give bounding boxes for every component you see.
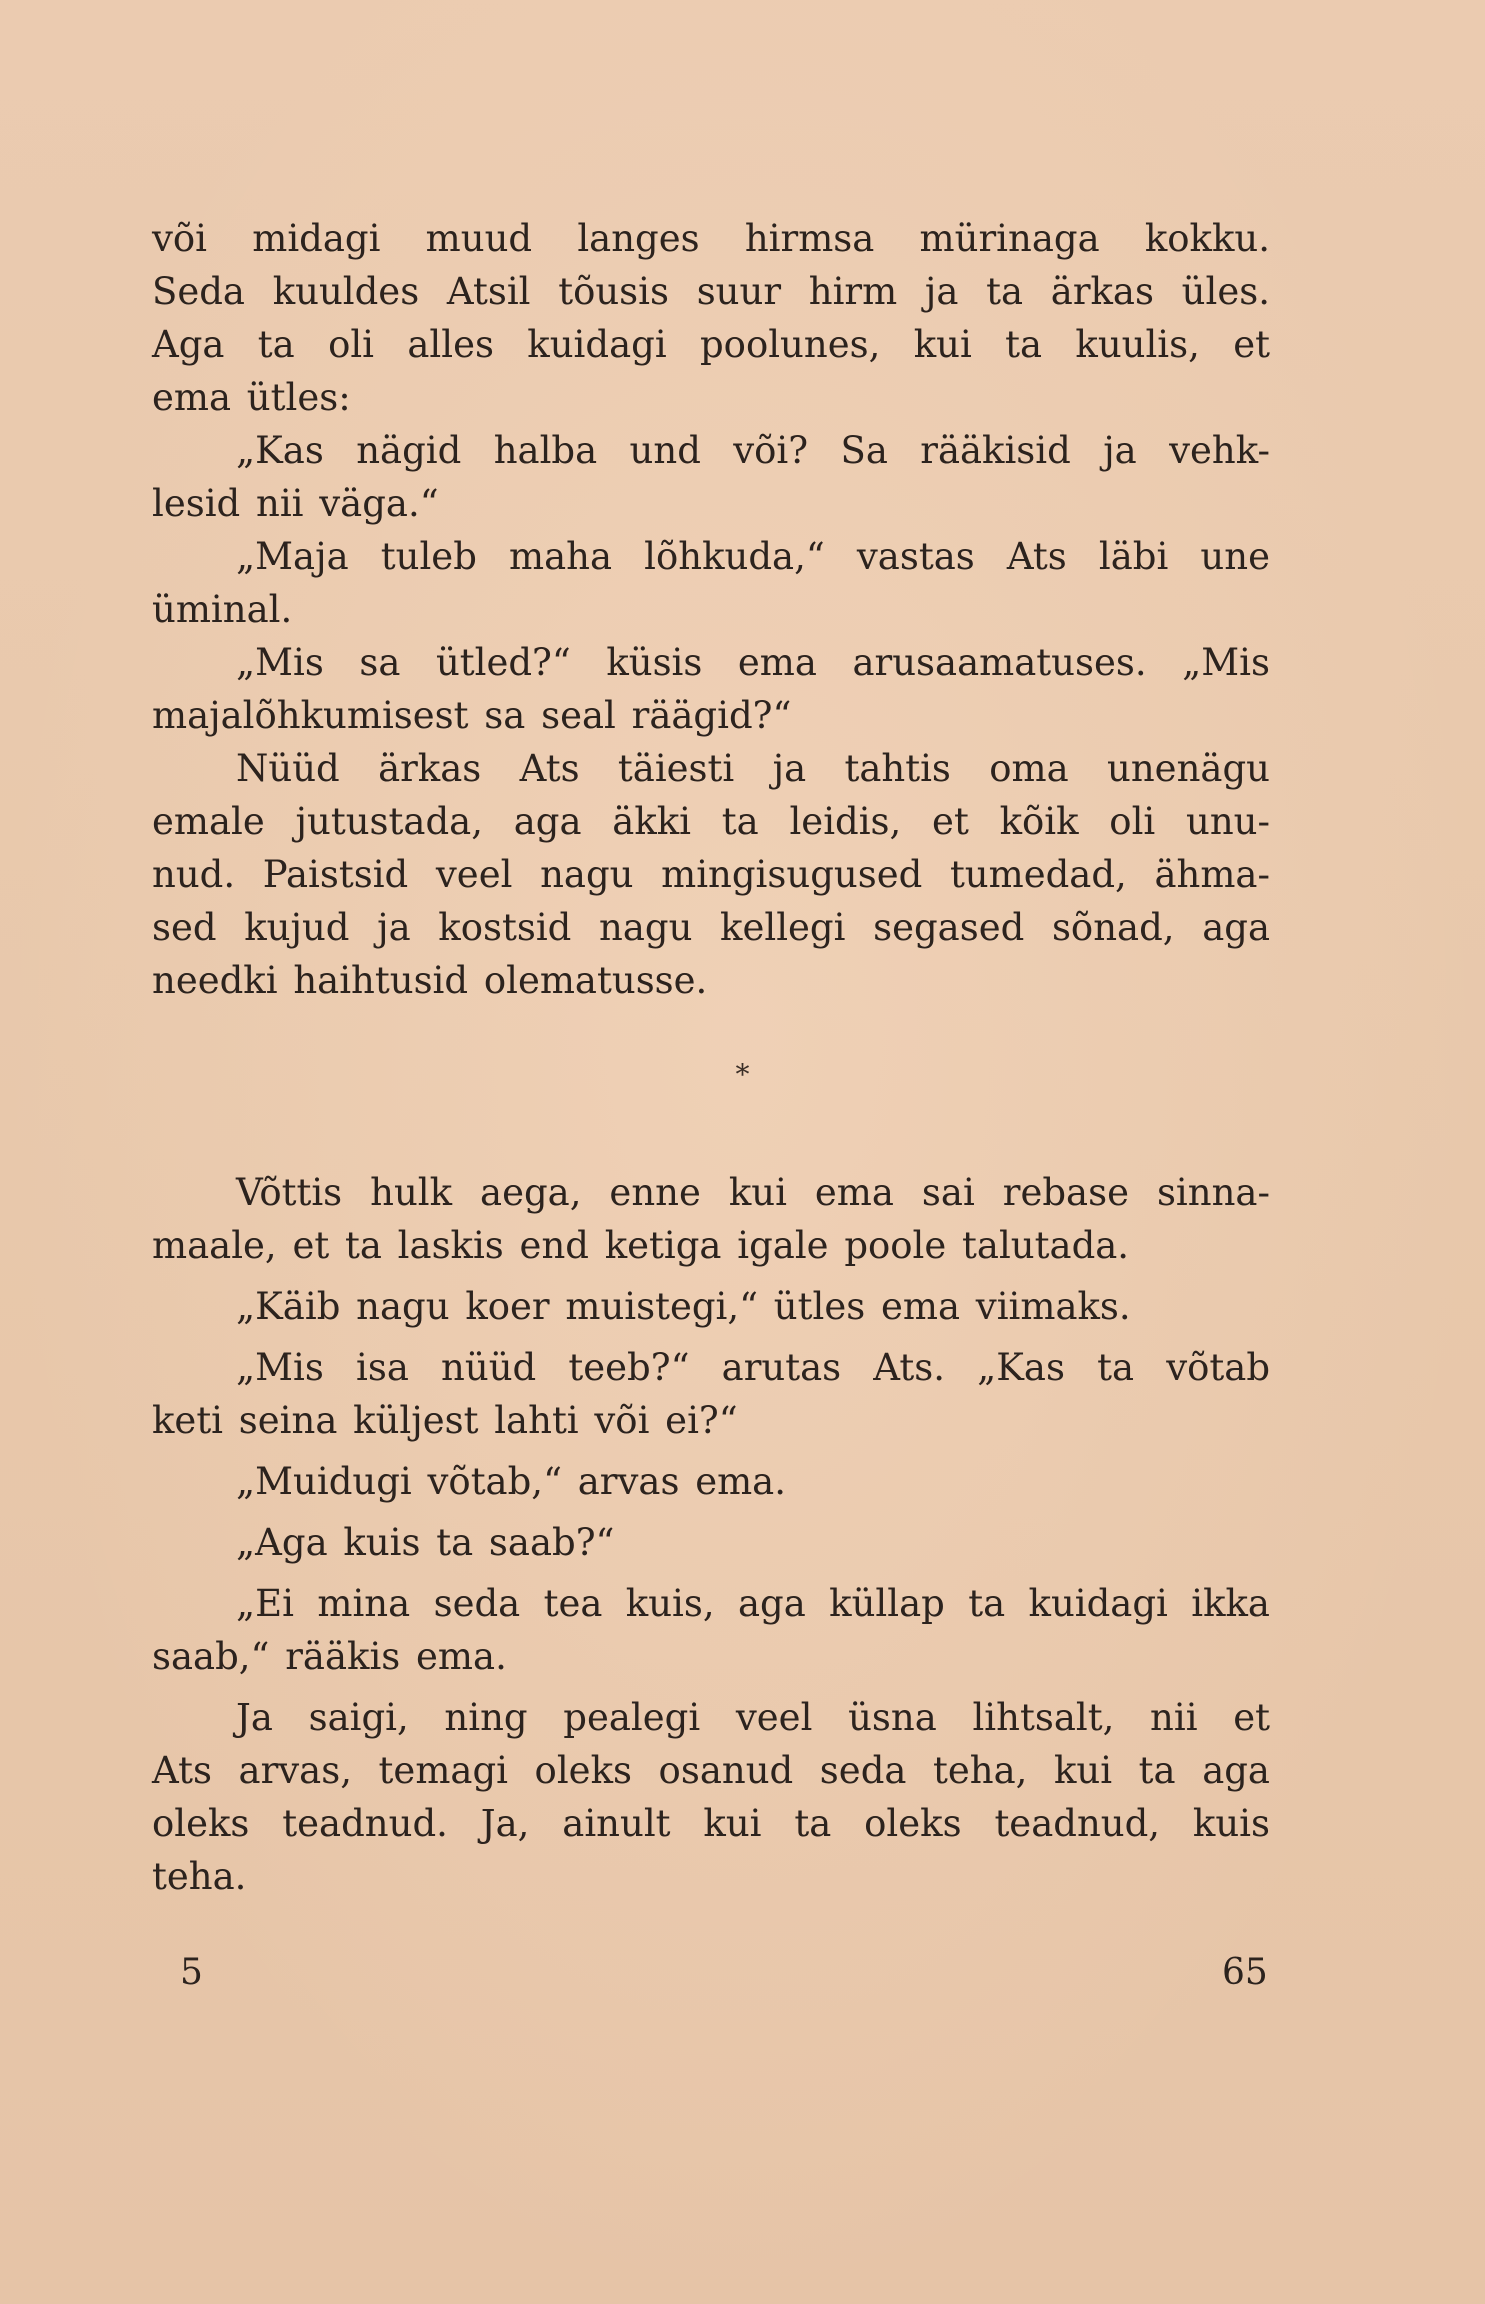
text-line: majalõhkumisest sa seal räägid?“ [152,694,792,737]
text-line: „Ei mina seda tea kuis, aga küllap ta kuidagi ikka [236,1582,1270,1625]
page-number: 65 [1222,1952,1268,1993]
text-line: „Mis sa ütled?“ küsis ema arusaamatuses. „Mis [236,641,1270,684]
text-line: sed kujud ja kostsid nagu kellegi segased sõnad, aga [152,906,1270,949]
text-line: ema ütles: [152,376,351,419]
text-line: needki haihtusid olematusse. [152,959,708,1002]
text-line: saab,“ rääkis ema. [152,1635,507,1678]
section-one-text [152,212,1270,1007]
text-line: keti seina küljest lahti või ei?“ [152,1399,738,1442]
text-line: lesid nii väga.“ [152,482,439,525]
text-line: Võttis hulk aega, enne kui ema sai rebase sinna- [236,1171,1270,1214]
text-line: Aga ta oli alles kuidagi poolunes, kui ta kuulis, et [152,323,1270,366]
text-line: Seda kuuldes Atsil tõusis suur hirm ja ta ärkas üles. [152,270,1270,313]
text-line: „Kas nägid halba und või? Sa rääkisid ja vehk- [236,429,1270,472]
section-two-text [152,1166,1270,1903]
signature-mark: 5 [180,1952,203,1993]
text-line: „Mis isa nüüd teeb?“ arutas Ats. „Kas ta võtab [236,1346,1270,1389]
text-line: maale, et ta laskis end ketiga igale poole talutada. [152,1224,1130,1267]
text-line: emale jutustada, aga äkki ta leidis, et kõik oli unu- [152,800,1270,843]
text-line: Nüüd ärkas Ats täiesti ja tahtis oma unenägu [236,747,1270,790]
text-line: nud. Paistsid veel nagu mingisugused tumedad, ähma- [152,853,1270,896]
text-line: teha. [152,1855,247,1898]
text-line: või midagi muud langes hirmsa mürinaga kokku. [152,217,1270,260]
text-line: „Maja tuleb maha lõhkuda,“ vastas Ats läbi une [236,535,1270,578]
text-line: Ja saigi, ning pealegi veel üsna lihtsalt, nii et [236,1696,1270,1739]
text-line: „Muidugi võtab,“ arvas ema. [236,1460,786,1503]
text-line: Ats arvas, temagi oleks osanud seda teha, kui ta aga [152,1749,1270,1792]
text-line: oleks teadnud. Ja, ainult kui ta oleks teadnud, kuis [152,1802,1270,1845]
text-line: „Käib nagu koer muistegi,“ ütles ema viimaks. [236,1285,1131,1328]
section-separator: * [735,1058,750,1091]
text-line: üminal. [152,588,293,631]
text-line: „Aga kuis ta saab?“ [236,1521,615,1564]
